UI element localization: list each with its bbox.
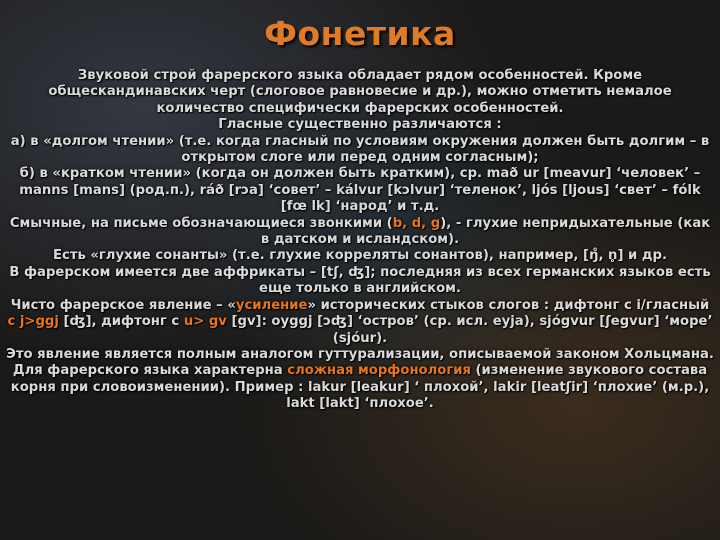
paragraph-intro: Звуковой строй фарерского языка обладает рядом особенностей. Кроме общескандинавских черт (слоговое равновесие и др.), можно отметить немалое количество специфически фарерских особенностей. [48, 68, 672, 116]
strengthening-highlight-ugv: u> gv [183, 314, 227, 330]
slide-title: Фонетика [264, 14, 456, 53]
paragraph-vowels-heading: Гласные существенно различаются : [218, 117, 502, 133]
paragraph-voiceless-sonants: Есть «глухие сонанты» (т.е. глухие корреляты сонантов), например, [ŋ̊, n̥] и др. [53, 248, 667, 264]
stops-text-b: ), - глухие непридыхательные (как в датском и исландском). [260, 215, 711, 248]
paragraph-long-reading: а) в «долгом чтении» (т.е. когда гласный по условиям окружения должен быть долгим – в открытом слоге или перед одним согласным); [10, 133, 710, 166]
morphonology-highlight: сложная морфонология [287, 363, 471, 379]
strengthening-text-b: » исторических стыков слогов : дифтонг с i/гласный [307, 297, 710, 313]
strengthening-highlight: усиление [235, 297, 308, 313]
slide-body [6, 68, 714, 413]
paragraph-stops [6, 216, 714, 249]
strengthening-text-a: Чисто фарерское явление – « [10, 297, 236, 313]
strengthening-text-d: [gv]: oyggj [ɔʤ] ‘остров’ (ср. исл. eyja), sjógvur [ʃegvur] ‘море’ (sjóur). [226, 314, 713, 346]
paragraph-holtzmann: Это явление является полным аналогом гуттурализации, описываемой законом Хольцмана. [6, 346, 714, 362]
paragraph-affricates: В фарерском имеется две аффрикаты – [tʃ, ʤ]; последняя из всех германских языков есть еще только в английском. [9, 264, 711, 297]
morphonology-text-b: (изменение звукового состава корня при словоизменении). Пример : lakur [leakur] ‘ плохой’, lakir [leatʃir] ‘плохие’ (м.р.), lakt [lakt] ‘плохое’. [10, 363, 710, 412]
morphonology-text-a: Для фарерского языка характерна [12, 363, 288, 379]
strengthening-highlight-jggj: c j>ggj [7, 314, 59, 330]
stops-highlight: b, d, g [392, 215, 441, 231]
paragraph-short-reading: б) в «кратком чтении» (когда он должен быть кратким), ср. mað ur [meavur] ‘человек’ – manns [mans] (род.п.), ráð [rɔa] ‘совет’ – kálvur [kɔlvur] ‘теленок’, ljós [ljous] ‘свет’ – fólk [fœ lk] ‘народ’ и т.д. [19, 166, 701, 215]
paragraph-morphonology [6, 363, 714, 412]
paragraph-strengthening [6, 298, 714, 347]
strengthening-text-c: [ʤ], дифтонг с [58, 314, 184, 330]
stops-text-a: Смычные, на письме обозначающиеся звонкими ( [9, 215, 393, 231]
